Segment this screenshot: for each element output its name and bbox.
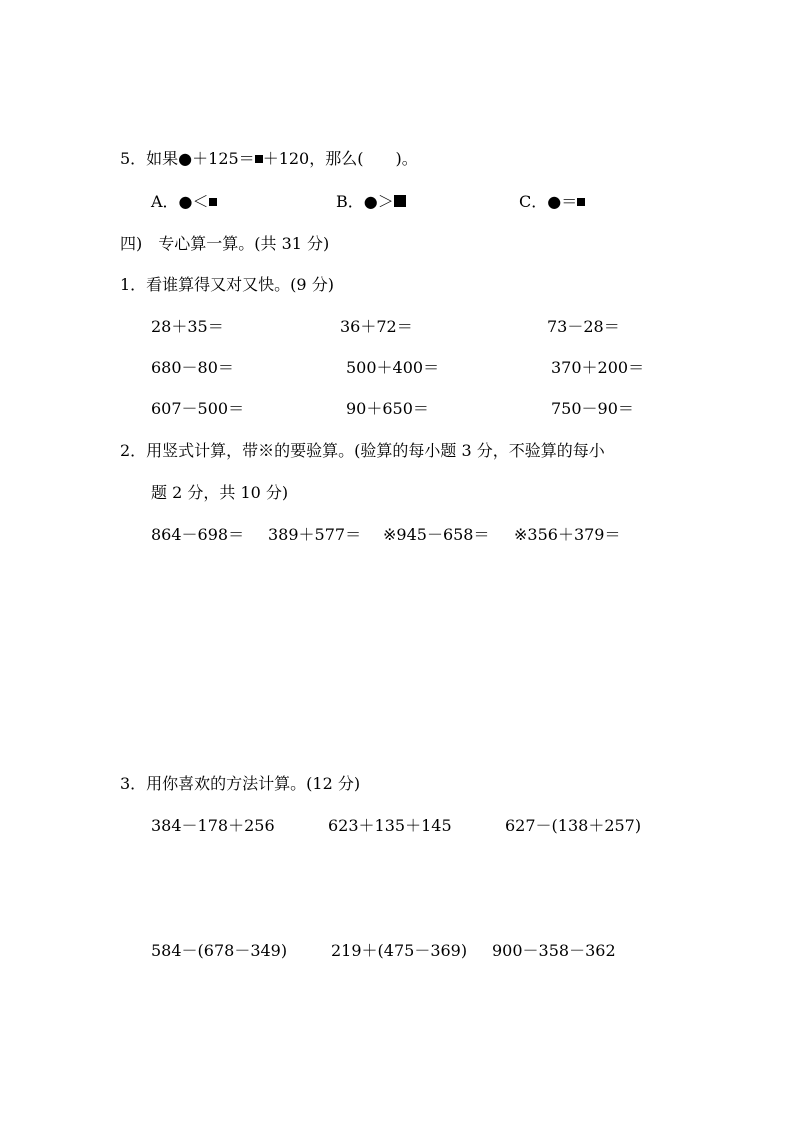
q5-stem-prefix: 5．如果●＋125＝ bbox=[120, 149, 255, 168]
q3-item: 219＋(475－369) bbox=[331, 941, 468, 960]
q2-item: 389＋577＝ bbox=[268, 525, 362, 544]
q3-item: 900－358－362 bbox=[492, 941, 616, 960]
q1-item: 607－500＝ bbox=[151, 399, 245, 418]
q2-title-line2: 题 2 分，共 10 分) bbox=[151, 483, 289, 502]
q2-item: ※356＋379＝ bbox=[514, 525, 621, 544]
q2-title-line1: 2．用竖式计算，带※的要验算。(验算的每小题 3 分，不验算的每小 bbox=[120, 441, 605, 460]
q1-title: 1．看谁算得又对又快。(9 分) bbox=[120, 275, 334, 294]
q1-item: 500＋400＝ bbox=[346, 358, 440, 377]
q5-option-a: A．●＜ bbox=[151, 192, 217, 212]
q5-option-b: B．●＞ bbox=[336, 192, 406, 212]
q3-item: 384－178＋256 bbox=[151, 816, 275, 835]
q5-option-c: C．●＝ bbox=[519, 192, 585, 212]
q3-item: 584－(678－349) bbox=[151, 941, 288, 960]
square-symbol bbox=[255, 155, 263, 163]
q3-item: 627－(138＋257) bbox=[505, 816, 642, 835]
q1-item: 90＋650＝ bbox=[346, 399, 429, 418]
q3-title: 3．用你喜欢的方法计算。(12 分) bbox=[120, 774, 361, 793]
q1-item: 28＋35＝ bbox=[151, 317, 224, 336]
q2-item: 864－698＝ bbox=[151, 525, 245, 544]
q1-item: 680－80＝ bbox=[151, 358, 234, 377]
q2-item: ※945－658＝ bbox=[383, 525, 490, 544]
square-symbol-large bbox=[394, 195, 406, 207]
square-symbol bbox=[577, 198, 585, 206]
q1-item: 73－28＝ bbox=[547, 317, 620, 336]
square-symbol bbox=[209, 198, 217, 206]
q5-stem-suffix: ＋120，那么( )。 bbox=[262, 149, 418, 168]
q3-item: 623＋135＋145 bbox=[328, 816, 452, 835]
q1-item: 750－90＝ bbox=[551, 399, 634, 418]
q1-item: 36＋72＝ bbox=[340, 317, 413, 336]
q5-stem bbox=[120, 149, 418, 169]
q1-item: 370＋200＝ bbox=[551, 358, 645, 377]
section-4-title: 四) 专心算一算。(共 31 分) bbox=[120, 234, 330, 253]
